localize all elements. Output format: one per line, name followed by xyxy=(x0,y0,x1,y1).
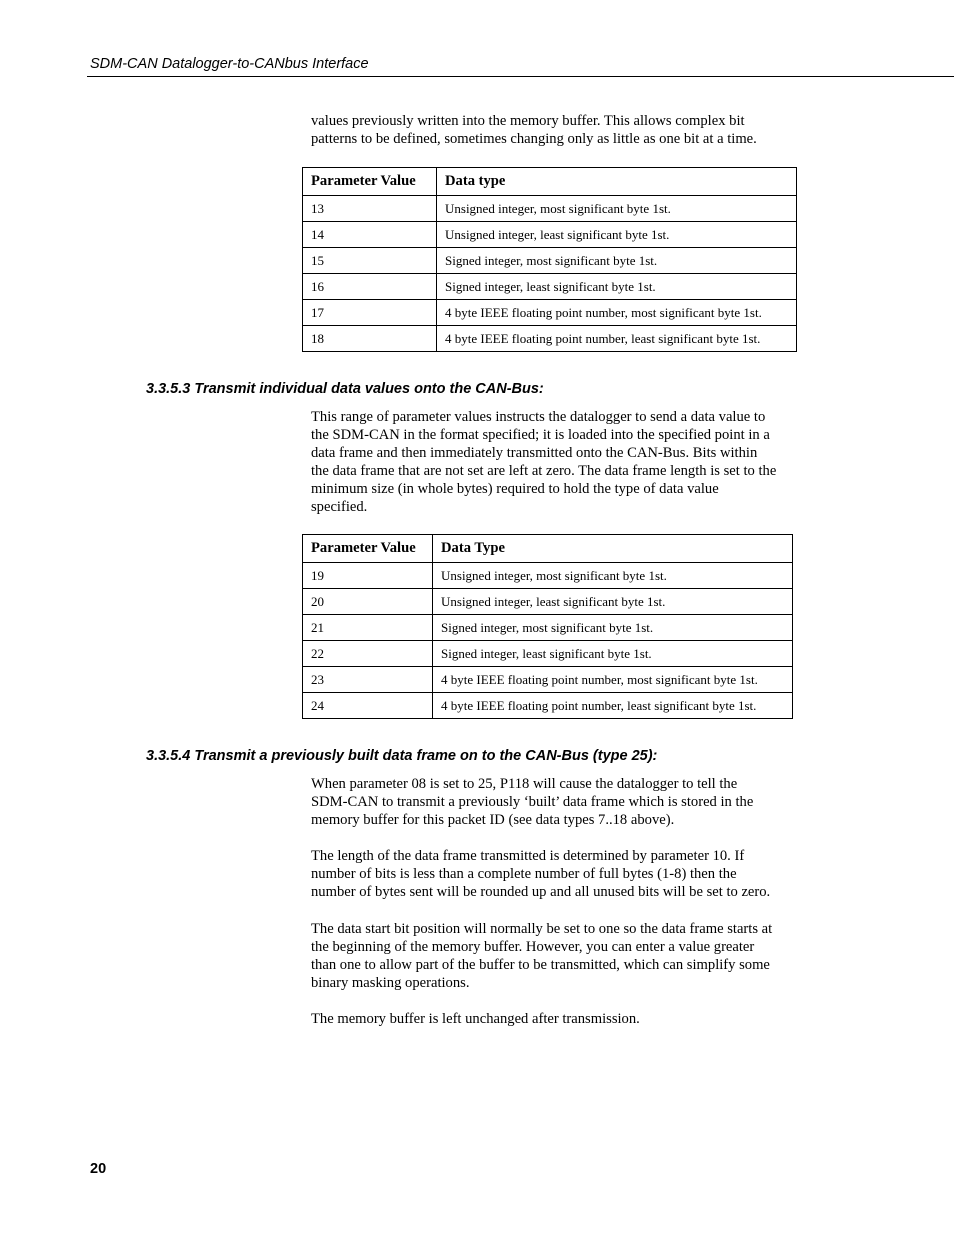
table-row xyxy=(303,196,797,222)
text-line: specified. xyxy=(311,499,368,515)
table-row xyxy=(303,615,793,641)
text-line: data frame and then immediately transmitted onto the CAN-Bus. Bits within xyxy=(311,445,758,461)
table-row xyxy=(303,667,793,693)
parameter-value-cell: 22 xyxy=(303,641,433,667)
text-line: number of bytes sent will be rounded up and all unused bits will be set to zero. xyxy=(311,884,771,900)
text-line: The memory buffer is left unchanged after transmission. xyxy=(311,1011,640,1027)
text-line: the data frame that are not set are left at zero. The data frame length is set to the xyxy=(311,463,777,479)
data-type-cell: Signed integer, least significant byte 1st. xyxy=(433,641,793,667)
parameter-value-cell: 15 xyxy=(303,248,437,274)
text-line: SDM-CAN to transmit a previously ‘built’ data frame which is stored in the xyxy=(311,794,754,810)
text-line: binary masking operations. xyxy=(311,975,470,991)
table-row xyxy=(303,326,797,352)
parameter-value-cell: 20 xyxy=(303,589,433,615)
data-type-cell: Unsigned integer, least significant byte 1st. xyxy=(437,222,797,248)
text-line: values previously written into the memory buffer. This allows complex bit xyxy=(311,113,745,129)
section-3-3-5-4-paragraph-4 xyxy=(311,1010,816,1028)
data-type-cell: 4 byte IEEE floating point number, least significant byte 1st. xyxy=(433,693,793,719)
text-line: the SDM-CAN in the format specified; it is loaded into the specified point in a xyxy=(311,427,770,443)
data-type-cell: 4 byte IEEE floating point number, most significant byte 1st. xyxy=(437,300,797,326)
data-type-cell: Unsigned integer, most significant byte 1st. xyxy=(437,196,797,222)
data-type-cell: Signed integer, least significant byte 1st. xyxy=(437,274,797,300)
data-type-table-1 xyxy=(302,167,797,352)
text-line: The length of the data frame transmitted is determined by parameter 10. If xyxy=(311,848,745,864)
table-row xyxy=(303,300,797,326)
data-type-cell: Unsigned integer, most significant byte 1st. xyxy=(433,563,793,589)
table-header-row xyxy=(303,168,797,196)
parameter-value-cell: 21 xyxy=(303,615,433,641)
text-line: number of bits is less than a complete number of full bytes (1-8) then the xyxy=(311,866,737,882)
page-number: 20 xyxy=(90,1161,107,1177)
parameter-value-cell: 13 xyxy=(303,196,437,222)
table-row xyxy=(303,248,797,274)
text-line: memory buffer for this packet ID (see data types 7..18 above). xyxy=(311,812,675,828)
data-type-table-2 xyxy=(302,534,793,719)
parameter-value-cell: 16 xyxy=(303,274,437,300)
parameter-value-cell: 18 xyxy=(303,326,437,352)
running-header: SDM-CAN Datalogger-to-CANbus Interface xyxy=(90,56,369,72)
column-header: Data type xyxy=(437,168,797,196)
column-header: Data Type xyxy=(433,535,793,563)
data-type-cell: 4 byte IEEE floating point number, least significant byte 1st. xyxy=(437,326,797,352)
parameter-value-cell: 24 xyxy=(303,693,433,719)
header-divider xyxy=(87,76,954,77)
text-line: The data start bit position will normally be set to one so the data frame starts at xyxy=(311,921,773,937)
section-3-3-5-4-paragraph-2 xyxy=(311,847,816,901)
data-type-cell: 4 byte IEEE floating point number, most significant byte 1st. xyxy=(433,667,793,693)
section-heading-3-3-5-3: 3.3.5.3 Transmit individual data values onto the CAN-Bus: xyxy=(146,381,544,397)
section-heading-3-3-5-4: 3.3.5.4 Transmit a previously built data frame on to the CAN-Bus (type 25): xyxy=(146,748,658,764)
intro-paragraph xyxy=(311,112,816,148)
text-line: When parameter 08 is set to 25, P118 will cause the datalogger to tell the xyxy=(311,776,738,792)
parameter-value-cell: 19 xyxy=(303,563,433,589)
column-header: Parameter Value xyxy=(303,535,433,563)
text-line: than one to allow part of the buffer to be transmitted, which can simplify some xyxy=(311,957,770,973)
text-line: minimum size (in whole bytes) required to hold the type of data value xyxy=(311,481,719,497)
table-row xyxy=(303,589,793,615)
section-3-3-5-4-paragraph-3 xyxy=(311,920,816,992)
table-header-row xyxy=(303,535,793,563)
parameter-value-cell: 23 xyxy=(303,667,433,693)
text-line: the beginning of the memory buffer. However, you can enter a value greater xyxy=(311,939,755,955)
table-row xyxy=(303,641,793,667)
table-row xyxy=(303,274,797,300)
section-3-3-5-3-paragraph xyxy=(311,408,816,516)
table-row xyxy=(303,563,793,589)
column-header: Parameter Value xyxy=(303,168,437,196)
table-row xyxy=(303,693,793,719)
parameter-value-cell: 17 xyxy=(303,300,437,326)
table-row xyxy=(303,222,797,248)
text-line: patterns to be defined, sometimes changing only as little as one bit at a time. xyxy=(311,131,757,147)
text-line: This range of parameter values instructs the datalogger to send a data value to xyxy=(311,409,766,425)
section-3-3-5-4-paragraph-1 xyxy=(311,775,816,829)
parameter-value-cell: 14 xyxy=(303,222,437,248)
data-type-cell: Unsigned integer, least significant byte 1st. xyxy=(433,589,793,615)
data-type-cell: Signed integer, most significant byte 1st. xyxy=(433,615,793,641)
data-type-cell: Signed integer, most significant byte 1st. xyxy=(437,248,797,274)
